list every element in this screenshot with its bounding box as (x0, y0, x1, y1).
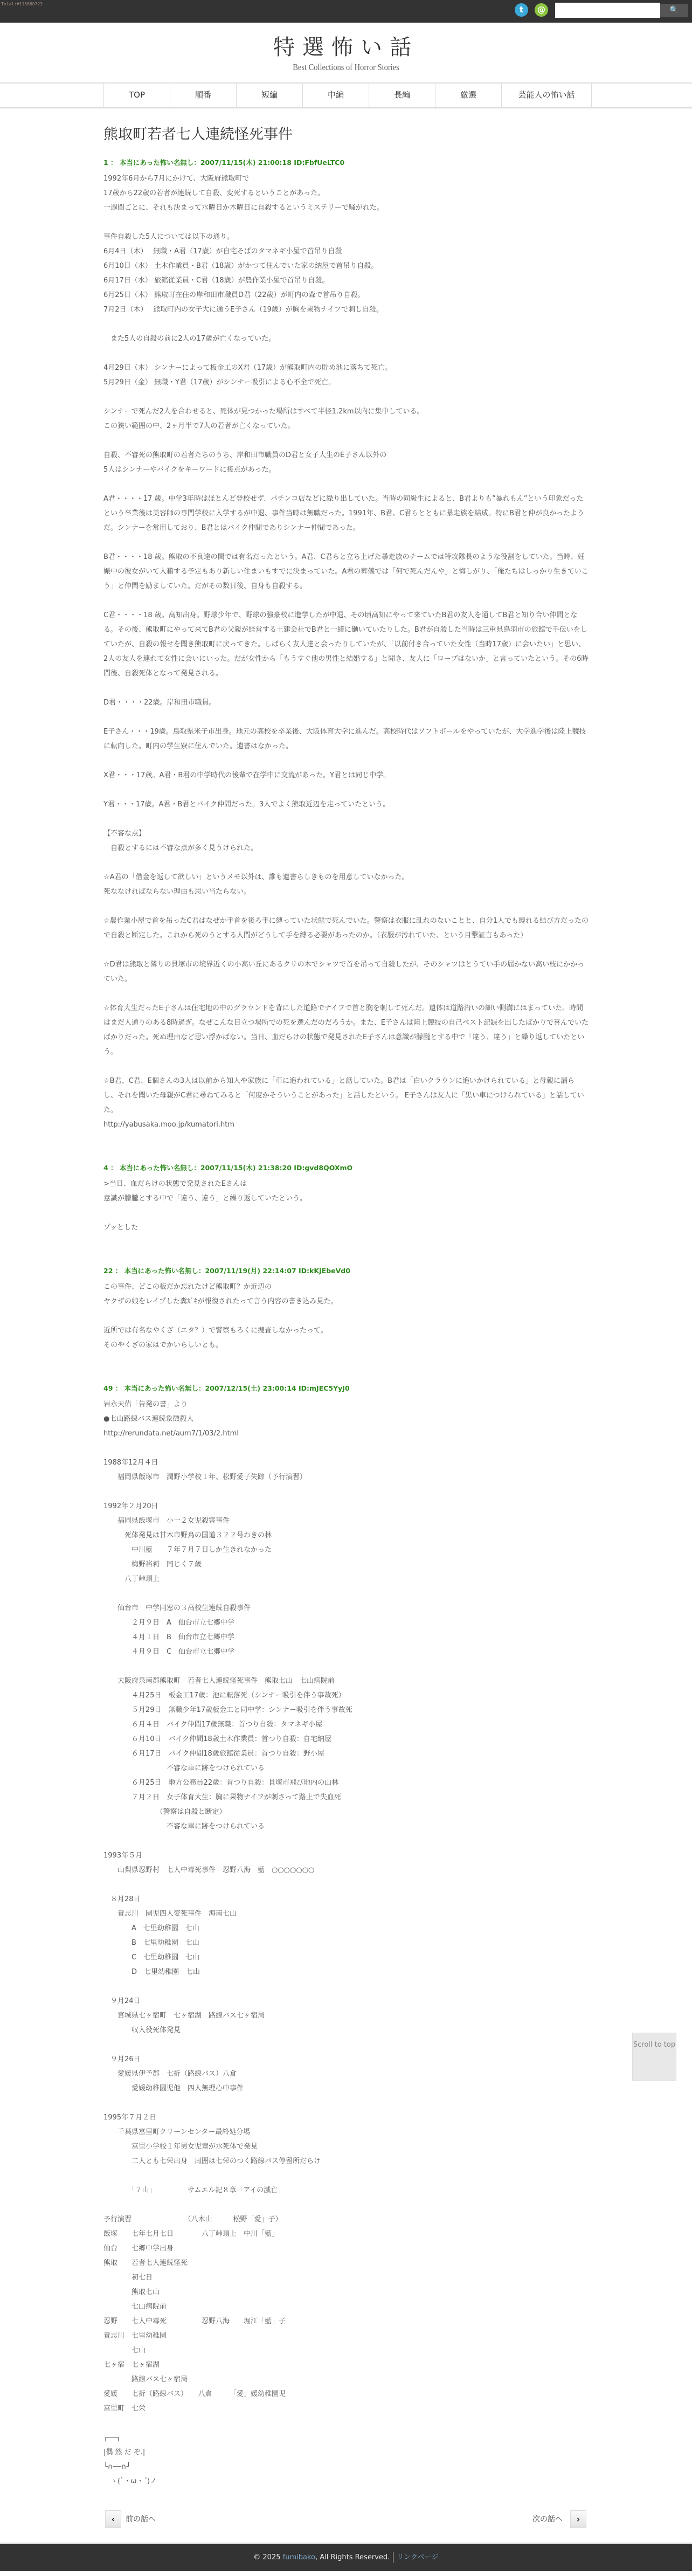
post-line: 愛媛県伊予郡 七折（路線バス）八倉 (103, 2070, 237, 2078)
post-line: X君・・・17歳。A君・B君の中学時代の後輩で在学中に交流があった。Y君とは同じ中学。 (103, 771, 391, 779)
post-line: ８月28日 (103, 1895, 141, 1903)
post-line (103, 317, 589, 332)
post-line: 意識が朦朧とする中で「違う、違う」と繰り返していたという。 (103, 1194, 307, 1203)
post-line: 富里小学校１年男女児童が水死体で発見 (103, 2143, 258, 2151)
post-line: ２月９日 A 仙台市立七郷中学 (103, 1619, 234, 1627)
site-title[interactable]: 特選怖い話 (273, 35, 419, 60)
post-line: この狭い範囲の中、2ヶ月半で7人の若者が亡くなっていた。 (103, 422, 295, 430)
post-line: 【不審な点】 (103, 830, 146, 838)
post (103, 1265, 589, 1352)
post-line: 熊取 若者七人連続怪死 (103, 2259, 188, 2267)
post-line: ☆B君、C君、E個さんの3人は以前から知人や家族に「車に追われている」と話していた。B君は「白いクラウンに追いかけられている」と母親に漏らし、それを聞いた母親がC君に尋ねてみると「何度かそういうことがあった」と話したという。 E子さんは友人に「黒い車につけられている」と話していた。 (103, 1077, 584, 1114)
post-line: ☆D君は熊取と隣りの貝塚市の境界近くの小高い丘にあるクリの木でシャツで首を吊って自殺したが、そのシャツはとうてい手の届かない高い枝にかかっていた。 (103, 961, 585, 983)
post-line (103, 2038, 589, 2052)
nav-selected[interactable]: 厳選 (435, 84, 501, 107)
post-line: ９月24日 (103, 1997, 141, 2005)
post-line: 二人とも七栄出身 周囲は七栄のつく路線バス停留所だらけ (103, 2157, 321, 2165)
nav-order[interactable]: 順番 (170, 84, 236, 107)
post-line (103, 1979, 589, 1994)
post-line: ６月17日 バイク仲間18歳旅館従業員：首つり自殺：野小屋 (103, 1750, 324, 1758)
post-line: ６月25日 地方公務員22歳：首つり自殺：貝塚市飛び地内の山林 (103, 1779, 339, 1787)
post-line (103, 2168, 589, 2183)
post-line: B君・・・・18 歳。熊取の不良達の間では有名だったという。A君、C君らと立ち上げた暴走族のチームでは特攻隊長のような役割をしていた。当時、妊娠中の彼女がいて入籍する予定もあり新しい住まいもすでに決まっていた。A君の葬儀では「何で死んだんや」と悔しがり、「俺たちはしっかり生きていこう」と仲間を励ましていた。だがその数日後、自身も自殺する。 (103, 553, 589, 590)
post-line: そのやくざの家はでかいらしいとも。 (103, 1341, 223, 1349)
post-line: 「７山」 サムエル記８章「アイの滅亡」 (103, 2186, 285, 2194)
rights-text: , All Rights Reserved. (315, 2553, 390, 2561)
next-link[interactable]: 次の話へ (532, 2515, 563, 2524)
post-line (103, 754, 589, 768)
post-line: B 七里幼稚園 七山 (103, 1939, 199, 1947)
footer (0, 2543, 692, 2571)
post-line (103, 477, 589, 492)
post-line: 不審な車に跡をつけられている (103, 1764, 265, 1772)
nav-top[interactable]: TOP (103, 84, 170, 107)
post-line (103, 390, 589, 404)
post (103, 156, 589, 1132)
post-line (103, 1659, 589, 1674)
twitter-icon[interactable]: t (515, 3, 528, 17)
post-line (103, 433, 589, 448)
post-line: 富里町 七栄 (103, 2405, 146, 2413)
post-line (103, 2416, 589, 2430)
post-line: 6月25日（木） 熊取町在住の岸和田市職員D君（22歳）が町内の森で首吊り自殺。 (103, 291, 365, 299)
post-line: 1992年２月20日 (103, 1502, 158, 1510)
post-line: 1988年12月４日 (103, 1459, 158, 1467)
post-line (103, 783, 589, 797)
post-list (103, 156, 589, 2489)
post-line: ☆体育大生だったE子さんは住宅地の中のグラウンドを背にした道路でナイフで首と胸を刺して死んだ。遺体は道路沿いの細い側溝にはまっていた。時間はまだ人通りのある8時過ぎ。なぜこんな目立つ場所での死を選んだのだろうか。また、E子さんは陸上競技の自己ベスト記録を出したばかりで喜んでいたばかりだった。死ぬ理由など思い浮かばない。当日、血だらけの状態で発見されたE子さんは意識が朦朧とする中で「違う、違う」と繰り返していたという。 (103, 1004, 589, 1056)
post-line: A君・・・・17 歳。中学3年時はほとんど登校せず、パチンコ店などに繰り出していた。当時の同級生によると、B君よりも”暴れもん”という印象だったという卒業後は美容師の専門学校に入学するが中退、事件当時は無職だった。1991年、B君、C君らとともに暴走族を結成。特にB君と仲が良かったようだ。シンナーを常用しており、B君とはバイク仲間でありシンナー仲間であった。 (103, 495, 584, 532)
post-line: >当日、血だらけの状態で発見されたEさんは (103, 1180, 247, 1188)
nav-short[interactable]: 短編 (236, 84, 302, 107)
post-line: ４月９日 C 仙台市立七郷中学 (103, 1648, 235, 1656)
post-line: ゾッとした (103, 1224, 139, 1232)
post-line (103, 899, 589, 914)
post-line: 予行演習 （八木山 松野「愛」子） (103, 2215, 282, 2223)
post-line: ９月26日 (103, 2055, 141, 2063)
post-line (103, 1309, 589, 1323)
post-line: 路線バス七ヶ宿局 (103, 2375, 188, 2384)
post-url[interactable]: http://yabusaka.moo.jp/kumatori.htm (103, 1121, 234, 1129)
post-line (103, 2096, 589, 2110)
nav-medium[interactable]: 中編 (302, 84, 369, 107)
post-line (103, 943, 589, 957)
post-line (103, 1059, 589, 1074)
site-subtitle: Best Collections of Horror Stories (293, 62, 399, 72)
scroll-to-top-button[interactable]: Scroll to top (632, 2033, 676, 2081)
post-line: 1993年５月 (103, 1852, 143, 1860)
post-line: 7月2日（木） 熊取町内の女子大に通うE子さん（19歳）が胸を果物ナイフで刺し自殺。 (103, 306, 384, 314)
post-line: D 七里幼稚園 七山 (103, 1968, 200, 1976)
post-line: |偶 然 だ ぞ.| (103, 2448, 146, 2456)
post-line (103, 1206, 589, 1220)
post-line: 1995年７月２日 (103, 2114, 157, 2122)
post-line: 仙台 七郷中学出身 (103, 2244, 174, 2253)
post-line: ヽ(`・ω・´)ノ (103, 2477, 157, 2485)
chevron-left-icon: ‹ (111, 2514, 115, 2524)
post-line: ５月29日 無職少年17歳板金工と同中学：シンナー吸引を伴う事故死 (103, 1706, 352, 1714)
post-line: 死体発見は甘木市野鳥の国道３２２号わきの林 (103, 1531, 272, 1539)
article-title: 熊取町若者七人連続怪死事件 (103, 126, 293, 143)
post-line: 収入役死体発見 (103, 2026, 181, 2034)
post-line: 愛媛 七折（路線バス） 八倉 「愛」媛幼稚園児 (103, 2390, 286, 2398)
post-line (103, 681, 589, 695)
post-line: 八丁峠頂上 (103, 1575, 160, 1583)
next-button[interactable] (570, 2510, 586, 2528)
post-line: 飯塚 七年七月七日 八丁峠頂上 中川「藍」 (103, 2230, 279, 2238)
post-line: 愛媛幼稚園児他 四人無理心中事件 (103, 2084, 244, 2092)
post-header: 4 ： 本当にあった怖い名無し：2007/11/15(木) 21:38:20 ID:gvd8QOXmO (103, 1164, 353, 1172)
post-line (103, 535, 589, 550)
post-line: 1992年6月から7月にかけて、大阪府熊取町で (103, 175, 250, 183)
post-line: 貴志川 七里幼稚園 (103, 2332, 167, 2340)
post-line: 大阪府泉南郡熊取町 若者七人連続怪死事件 熊取七山 七山病院前 (103, 1677, 335, 1685)
article (103, 108, 589, 2543)
post-header: 49 ： 本当にあった怖い名無し：2007/12/15(土) 23:00:14 ID:mJEC5YyJ0 (103, 1384, 350, 1392)
mail-icon[interactable]: @ (535, 3, 548, 17)
post-line: ４月１日 B 仙台市立七郷中学 (103, 1633, 234, 1641)
post-line: 事件自殺した5人については以下の通り。 (103, 233, 234, 241)
post-line (103, 215, 589, 230)
post-line: 自殺とするには不審な点が多く見うけられた。 (103, 844, 258, 852)
post-line: 17歳から22歳の若者が連続して自殺、変死するということがあった。 (103, 189, 324, 197)
post-line: 5月29日（金） 無職・Y君（17歳）がシンナー吸引による心不全で死亡。 (103, 378, 336, 386)
post-line: シンナーで死んだ2人を合わせると、死体が見つかった場所はすべて半径1.2km以内に集中している。 (103, 408, 424, 416)
post-line: 梅野裕莉 同じく７歳 (103, 1560, 202, 1569)
post-line: 福岡県飯塚市 潤野小学校１年、松野愛子失踪（予行演習） (103, 1473, 307, 1481)
post-line: 福岡県飯塚市 小一２女児殺害事件 (103, 1517, 230, 1525)
post-line: 宮城県七ヶ宿町 七ヶ宿湖 路線バス七ヶ宿局 (103, 2012, 265, 2020)
post-line: ４月25日 板金工17歳：池に転落死（シンナー吸引を伴う事故死） (103, 1691, 345, 1700)
search-button[interactable] (660, 4, 688, 17)
owner-link[interactable]: fumibako (282, 2553, 315, 2561)
post-line: E子さん・・・19歳。鳥取県米子市出身。地元の高校を卒業後、大阪体育大学に進んだ。高校時代はソフトボールをやっていたが、大学進学後は陸上競技に転向した。町内の学生寮に住んでいた。遺書はなかった。 (103, 728, 586, 750)
post-line: 七山 (103, 2346, 146, 2354)
post-line: 5人はシンナーやバイクをキーワードに接点があった。 (103, 466, 276, 474)
post-line: 一週間ごとに、それも決まって水曜日か木曜日に自殺するというミステリーで騒がれた。 (103, 204, 384, 212)
pager (103, 2510, 589, 2543)
post-line: ●七山路線バス連続象徴殺人 (103, 1415, 194, 1423)
post-line: ┌──┐ (103, 2434, 121, 2442)
post-line: 6月4日（木） 無職・A君（17歳）が自宅そばのタマネギ小屋で首吊り自殺 (103, 247, 342, 255)
post-line: 近所では有名なやくざ（エタ？）で警察もろくに捜査しなかったって。 (103, 1327, 328, 1335)
site-header (0, 23, 692, 82)
post-line: D君・・・・22歳。岸和田市職員。 (103, 699, 216, 707)
post (103, 1382, 589, 2489)
post-line (103, 593, 589, 608)
post-line: 中川藍 ７年７月７日しか生きれなかった (103, 1546, 272, 1554)
post-line (103, 1441, 589, 1455)
post-line: （警察は自殺と断定） (103, 1808, 226, 1816)
post-line (103, 1877, 589, 1892)
post-line (103, 812, 589, 826)
post-line: 七山病院前 (103, 2303, 167, 2311)
nav-long[interactable]: 長編 (369, 84, 435, 107)
copyright: © 2025 (253, 2553, 283, 2561)
post-header: 22 ： 本当にあった怖い名無し：2007/11/19(月) 22:14:07 ID:kKJEbeVd0 (103, 1267, 350, 1275)
post-line: 貴志川 園児四人変死事件 海南七山 (103, 1910, 237, 1918)
link-page-link[interactable]: リンクページ (397, 2553, 439, 2561)
nav-celebrity[interactable]: 芸能人の怖い話 (501, 84, 592, 107)
post (103, 1162, 589, 1235)
post-line: 自殺、不審死の熊取町の若者たちのうち、岸和田市職員のD君と女子大生のE子さん以外の (103, 451, 387, 459)
post-line (103, 1586, 589, 1601)
post-line: また5人の自殺の前に2人の17歳が亡くなっていた。 (103, 335, 276, 343)
post-line (103, 2198, 589, 2212)
post-line: 6月10日（水） 土木作業員・B君（18歳）がかつて住んでいた家の納屋で首吊り自殺。 (103, 262, 378, 270)
post-line: 仙台市 中学同窓の３高校生連続自殺事件 (103, 1604, 251, 1612)
post-line (103, 710, 589, 724)
post-line (103, 986, 589, 1001)
post-url[interactable]: http://rerundata.net/aum7/1/03/2.html (103, 1429, 239, 1438)
post-line: 岩永天佑「告発の書」より (103, 1400, 188, 1408)
post-line: ７月２日 女子体育大生：胸に果物ナイフが刺さって路上で失血死 (103, 1793, 341, 1801)
post-line: C 七里幼稚園 七山 (103, 1953, 200, 1962)
post-header: 1 ： 本当にあった怖い名無し：2007/11/15(木) 21:00:18 ID:FbfUeLTC0 (103, 158, 345, 167)
post-line: ☆A君の「借金を返して欲しい」というメモ以外は、誰も遺書らしきものを用意していなかった。 (103, 873, 409, 881)
post-line: ６月10日 バイク仲間18歳土木作業員：首つり自殺：自宅納屋 (103, 1735, 331, 1743)
post-line: 死ななければならない理由も思い当たらない。 (103, 888, 251, 896)
main-nav (0, 82, 692, 108)
prev-button[interactable] (105, 2510, 121, 2528)
search-icon: 🔍 (669, 6, 679, 15)
post-line: Y君・・・17歳。A君・B君とバイク仲間だった。3人でよく熊取近辺を走っていたという。 (103, 800, 390, 809)
post-line: 4月29日（木） シンナーによって板金工のX君（17歳）が熊取町内の貯め池に落ちて死亡。 (103, 364, 392, 372)
post-line: ☆農作業小屋で首を吊ったC君はなぜか手首を後ろ手に縛っていた状態で死んでいた。警察は衣服に乱れのないことと、自分1人でも縛れる結び方だったので自殺と断定した。これから死のうとする人間がどうして手を縛る必要があったのか。（衣服が汚れていた、という目撃証言もあった） (103, 917, 589, 940)
post-line: ヤクザの娘をレイプした糞ｶﾞｷが報復されたって言う内容の書き込み見た。 (103, 1297, 338, 1306)
post-line: ６月４日 バイク仲間17歳無職：首つり自殺：タマネギ小屋 (103, 1721, 323, 1729)
post-line: 不審な車に跡をつけられている (103, 1822, 265, 1831)
search-input[interactable] (555, 3, 660, 18)
post-line: 忍野 七人中毒死 忍野八海 堀江「藍」子 (103, 2317, 286, 2325)
post-line: 七ヶ宿 七ヶ宿湖 (103, 2361, 160, 2369)
post-line (103, 1484, 589, 1499)
post-line: この事件、どこの板だか忘れたけど熊取町？か近辺の (103, 1283, 272, 1291)
post-line: 6月17日（水） 旅館従業員・C君（18歳）が農作業小屋で首吊り自殺。 (103, 277, 329, 285)
visit-counter: Total:♥115860723 (1, 2, 43, 6)
top-bar (0, 0, 692, 23)
chevron-right-icon: › (576, 2514, 580, 2524)
post-line: A 七里幼稚園 七山 (103, 1924, 199, 1932)
post-line (103, 346, 589, 361)
post-line: 熊取七山 (103, 2288, 160, 2296)
post-line (103, 855, 589, 870)
prev-link[interactable]: 前の話へ (126, 2515, 156, 2524)
post-line: 千葉県富里町クリーンセンター最終処分場 (103, 2128, 251, 2136)
post-line: 山梨県忍野村 七人中毒死事件 忍野八海 藍 ○○○○○○○ (103, 1866, 315, 1874)
post-line: C君・・・・18 歳。高知出身。野球少年で、野球の強豪校に進学したが中退、その頃高知にやって来ていたB君の友人を通してB君と知り合い仲間となる。その後、熊取町にやって来てB君の父親が経営する土建会社でB君と一緒に働いていたりした。B君が自殺した当時は三重県鳥羽市の旅館で手伝いをしていたが、自殺の報せを聞き熊取町に戻ってきた。しばらく友人達と会ったりしていたが、「以前付き合っていた女性（当時17歳）に会いたい」と思い、2人の友人を連れて女性に会いにいった。だが女性から「もうすぐ他の男性と結婚する」と聞き、友人に「ロープはないか」と言っていたという。その6時間後、自殺死体となって発見される。 (103, 611, 589, 678)
post-line (103, 1834, 589, 1848)
post-line: └∩──∩┘ (103, 2463, 131, 2471)
post-line: 初七日 (103, 2274, 153, 2282)
